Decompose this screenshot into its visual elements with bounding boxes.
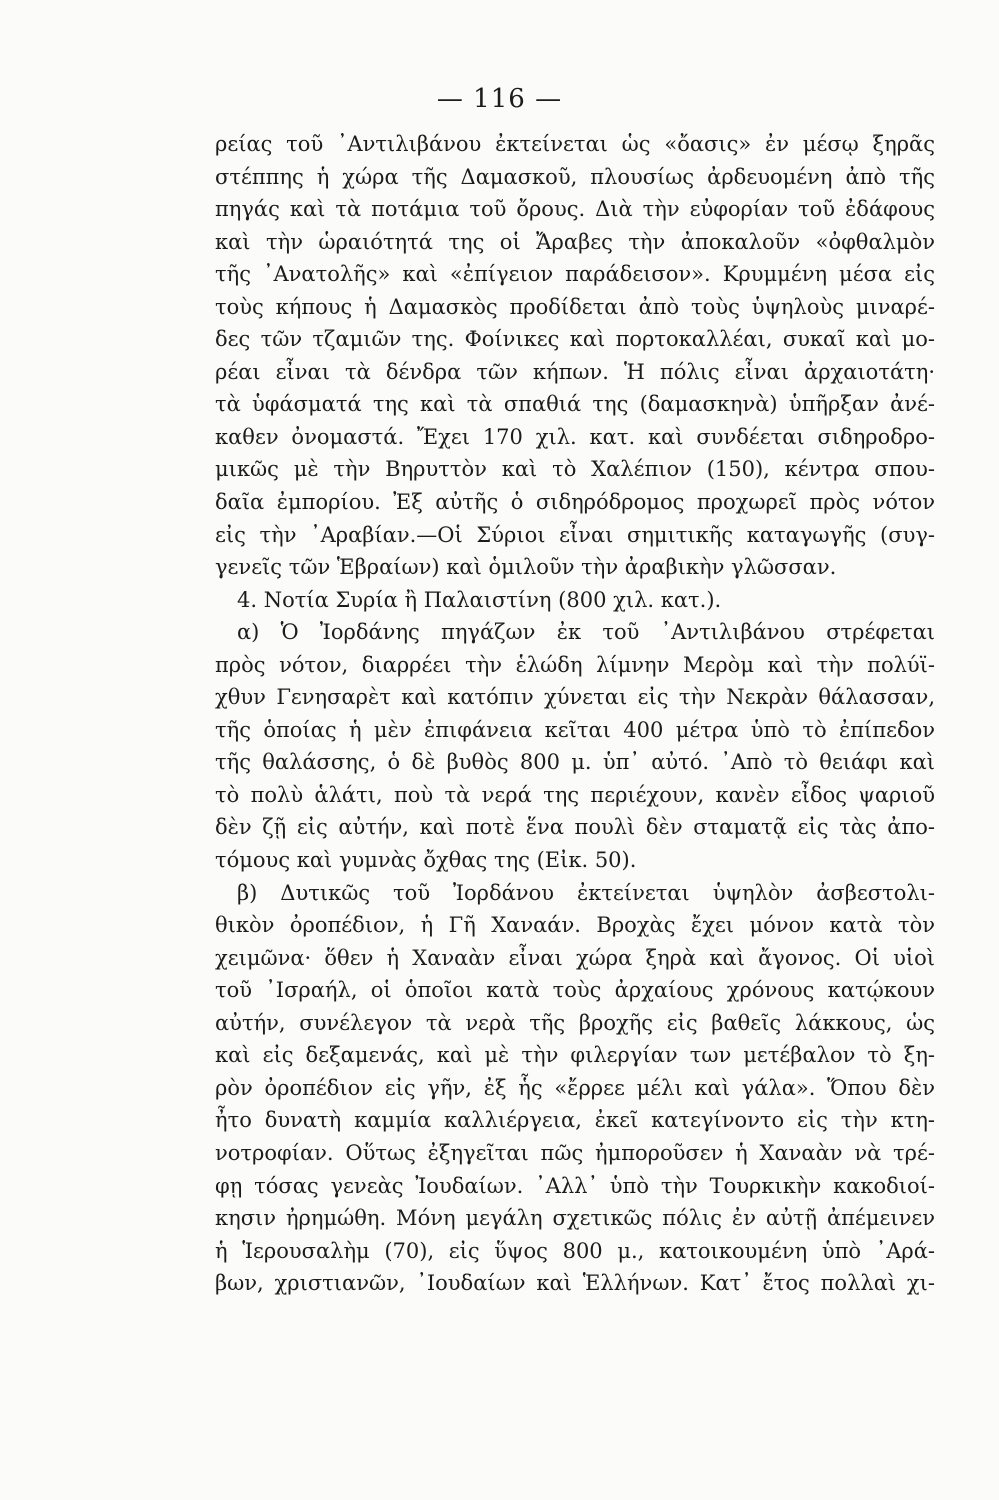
text-line: τῆς θαλάσσης, ὁ δὲ βυθὸς 800 μ. ὑπ᾿ αὐτό. ᾿Απὸ τὸ θειάφι καὶ (215, 750, 935, 775)
text-line: δὲν ζῇ εἰς αὐτήν, καὶ ποτὲ ἕνα πουλὶ δὲν σταματᾷ εἰς τὰς ἀπο- (215, 815, 935, 840)
text-line: μικῶς μὲ τὴν Βηρυττὸν καὶ τὸ Χαλέπιον (150), κέντρα σπου- (215, 457, 935, 482)
text-line: ἡ Ἱερουσαλὴμ (70), εἰς ὕψος 800 μ., κατοικουμένη ὑπὸ ᾿Αρά- (215, 1238, 935, 1263)
text-line: καὶ τὴν ὡραιότητά της οἱ Ἄραβες τὴν ἀποκαλοῦν «ὀφθαλμὸν (215, 229, 935, 254)
text-line: τὸ πολὺ ἁλάτι, ποὺ τὰ νερά της περιέχουν, κανὲν εἶδος ψαριοῦ (215, 782, 935, 807)
text-line: τῆς ᾿Ανατολῆς» καὶ «ἐπίγειον παράδεισον». Κρυμμένη μέσα εἰς (215, 262, 935, 287)
section-heading: 4. Νοτία Συρία ἢ Παλαιστίνη (800 χιλ. κατ.). (237, 587, 722, 612)
text-line: τοῦ ᾿Ισραήλ, οἱ ὁποῖοι κατὰ τοὺς ἀρχαίους χρόνους κατῴκουν (215, 978, 935, 1003)
text-line: γενεῖς τῶν Ἑβραίων) καὶ ὁμιλοῦν τὴν ἀραβικὴν γλῶσσαν. (215, 555, 837, 580)
text-line: χθυν Γενησαρὲτ καὶ κατόπιν χύνεται εἰς τὴν Νεκρὰν θάλασσαν, (215, 685, 935, 710)
text-line: πρὸς νότον, διαρρέει τὴν ἑλώδη λίμνην Μερὸμ καὶ τὴν πολύϊ- (215, 652, 935, 677)
text-line: β) Δυτικῶς τοῦ Ἰορδάνου ἐκτείνεται ὑψηλὸν ἀσβεστολι- (237, 880, 935, 905)
text-line: καὶ εἰς δεξαμενάς, καὶ μὲ τὴν φιλεργίαν των μετέβαλον τὸ ξη- (215, 1043, 935, 1068)
text-line: καθεν ὀνομαστά. Ἔχει 170 χιλ. κατ. καὶ συνδέεται σιδηροδρο- (215, 424, 935, 449)
text-line: κησιν ἠρημώθη. Μόνη μεγάλη σχετικῶς πόλις ἐν αὐτῇ ἀπέμεινεν (215, 1206, 935, 1231)
text-line: τοὺς κήπους ἡ Δαμασκὸς προδίδεται ἀπὸ τοὺς ὑψηλοὺς μιναρέ- (215, 294, 935, 319)
body-text (215, 128, 935, 1300)
text-line: νοτροφίαν. Οὕτως ἐξηγεῖται πῶς ἠμποροῦσεν ἡ Χαναὰν νὰ τρέ- (215, 1140, 935, 1165)
text-line: φῃ τόσας γενεὰς Ἰουδαίων. ᾿Αλλ᾿ ὑπὸ τὴν Τουρκικὴν κακοδιοί- (215, 1173, 935, 1198)
text-line: τόμους καὶ γυμνὰς ὄχθας της (Εἰκ. 50). (215, 848, 637, 873)
text-line: ρείας τοῦ ᾿Αντιλιβάνου ἐκτείνεται ὡς «ὄασις» ἐν μέσῳ ξηρᾶς (215, 132, 935, 156)
text-line: τῆς ὁποίας ἡ μὲν ἐπιφάνεια κεῖται 400 μέτρα ὑπὸ τὸ ἐπίπεδον (215, 717, 935, 742)
page-number: — 116 — (436, 84, 563, 114)
text-line: τὰ ὑφάσματά της καὶ τὰ σπαθιά της (δαμασκηνὰ) ὑπῆρξαν ἀνέ- (215, 392, 935, 417)
text-line: ρὸν ὀροπέδιον εἰς γῆν, ἐξ ἧς «ἔρρεε μέλι καὶ γάλα». Ὅπου δὲν (215, 1075, 935, 1100)
text-line: πηγάς καὶ τὰ ποτάμια τοῦ ὄρους. Διὰ τὴν εὐφορίαν τοῦ ἐδάφους (215, 197, 935, 222)
text-line: ἦτο δυνατὴ καμμία καλλιέργεια, ἐκεῖ κατεγίνοντο εἰς τὴν κτη- (215, 1108, 935, 1133)
text-line: α) Ὁ Ἰορδάνης πηγάζων ἐκ τοῦ ᾿Αντιλιβάνου στρέφεται (237, 620, 935, 645)
text-line: δες τῶν τζαμιῶν της. Φοίνικες καὶ πορτοκαλλέαι, συκαῖ καὶ μο- (215, 327, 935, 352)
text-line: ρέαι εἶναι τὰ δένδρα τῶν κήπων. Ἡ πόλις εἶναι ἀρχαιοτάτη· (215, 359, 935, 384)
text-line: δαῖα ἐμπορίου. Ἐξ αὐτῆς ὁ σιδηρόδρομος προχωρεῖ πρὸς νότον (215, 490, 935, 515)
text-line: χειμῶνα· ὅθεν ἡ Χαναὰν εἶναι χώρα ξηρὰ καὶ ἄγονος. Οἱ υἱοὶ (215, 945, 935, 970)
text-line: στέππης ἡ χώρα τῆς Δαμασκοῦ, πλουσίως ἀρδευομένη ἀπὸ τῆς (215, 164, 935, 189)
text-line: βων, χριστιανῶν, ᾿Ιουδαίων καὶ Ἑλλήνων. Κατ᾿ ἔτος πολλαὶ χι- (215, 1271, 935, 1296)
text-line: αὐτήν, συνέλεγον τὰ νερὰ τῆς βροχῆς εἰς βαθεῖς λάκκους, ὡς (215, 1010, 935, 1035)
text-line: θικὸν ὀροπέδιον, ἡ Γῆ Χαναάν. Βροχὰς ἔχει μόνον κατὰ τὸν (215, 913, 935, 938)
text-line: εἰς τὴν ᾿Αραβίαν.—Οἱ Σύριοι εἶναι σημιτικῆς καταγωγῆς (συγ- (215, 522, 935, 547)
